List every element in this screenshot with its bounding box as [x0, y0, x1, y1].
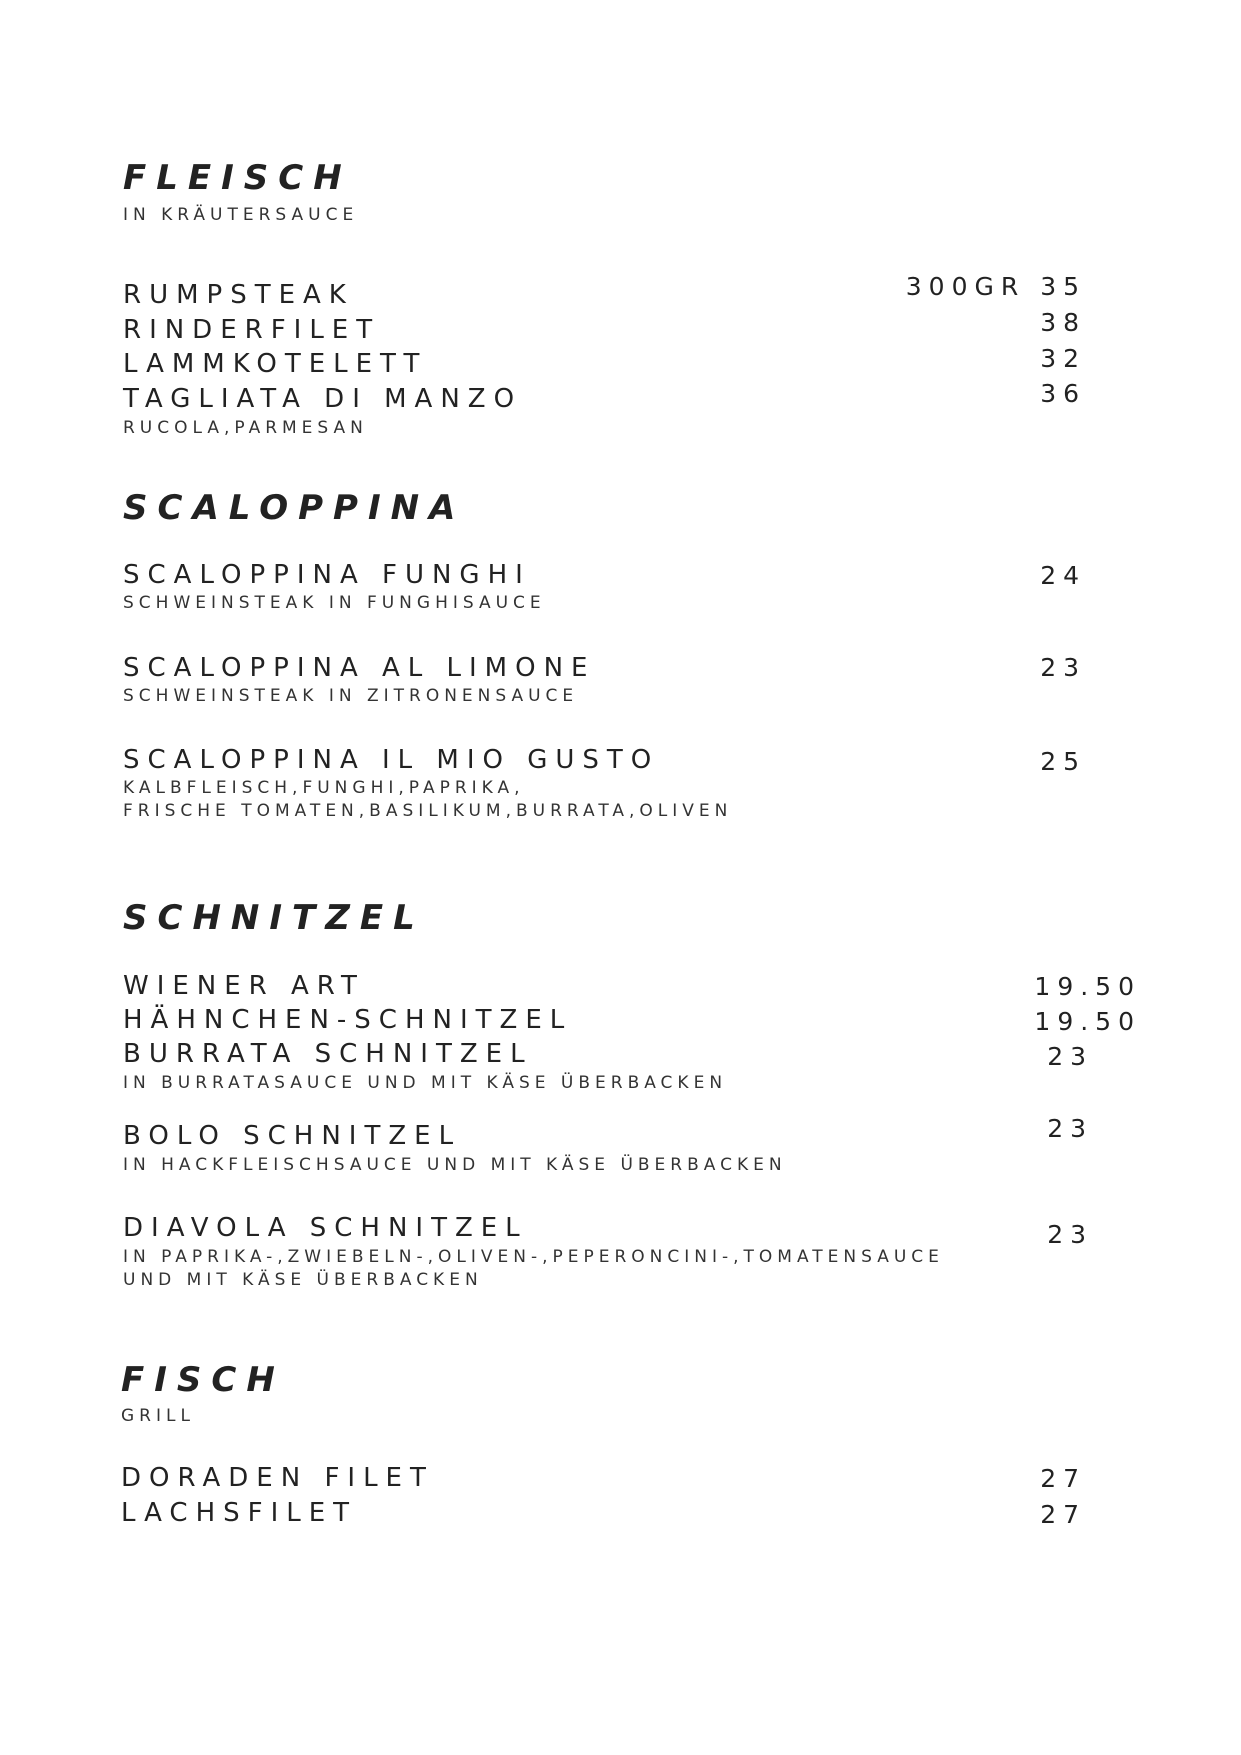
menu-item-description: SCHWEINSTEAK IN ZITRONENSAUCE — [123, 686, 579, 706]
menu-item-price: 25 — [1040, 747, 1086, 776]
section-subtitle-fleisch: IN KRÄUTERSAUCE — [123, 205, 359, 225]
menu-item-price: 36 — [1040, 379, 1086, 408]
menu-item-description-line2: FRISCHE TOMATEN,BASILIKUM,BURRATA,OLIVEN — [123, 801, 733, 821]
menu-item-price: 32 — [1040, 344, 1086, 373]
menu-item-name: SCALOPPINA AL LIMONE — [123, 653, 596, 683]
menu-item-price: 23 — [1047, 1114, 1093, 1143]
menu-item-name: TAGLIATA DI MANZO — [123, 384, 523, 414]
menu-item-name: LACHSFILET — [121, 1498, 358, 1528]
menu-item-name: WIENER ART — [123, 971, 365, 1001]
menu-item-name: HÄHNCHEN-SCHNITZEL — [123, 1005, 573, 1035]
menu-item-price: 23 — [1040, 653, 1086, 682]
menu-item-name: RUMPSTEAK — [123, 280, 354, 310]
menu-item-description-line2: UND MIT KÄSE ÜBERBACKEN — [123, 1270, 483, 1290]
menu-item-name: SCALOPPINA IL MIO GUSTO — [123, 745, 660, 775]
menu-item-description: SCHWEINSTEAK IN FUNGHISAUCE — [123, 593, 546, 613]
menu-item-name: BOLO SCHNITZEL — [123, 1121, 462, 1151]
menu-item-description: KALBFLEISCH,FUNGHI,PAPRIKA, — [123, 778, 525, 798]
menu-item-description: IN HACKFLEISCHSAUCE UND MIT KÄSE ÜBERBACKEN — [123, 1155, 787, 1175]
menu-item-description: IN PAPRIKA-,ZWIEBELN-,OLIVEN-,PEPERONCINI-,TOMATENSAUCE — [123, 1247, 944, 1267]
menu-item-price: 19.50 — [1034, 972, 1141, 1001]
menu-item-price: 23 — [1047, 1220, 1093, 1249]
menu-item-description: IN BURRATASAUCE UND MIT KÄSE ÜBERBACKEN — [123, 1073, 728, 1093]
menu-item-price: 23 — [1047, 1042, 1093, 1071]
menu-item-price: 300GR 35 — [905, 272, 1086, 301]
menu-item-name: SCALOPPINA FUNGHI — [123, 560, 531, 590]
menu-item-price: 38 — [1040, 308, 1086, 337]
section-subtitle-fisch: GRILL — [121, 1406, 195, 1426]
menu-item-price: 24 — [1040, 561, 1086, 590]
menu-item-price: 27 — [1040, 1500, 1086, 1529]
menu-item-price: 19.50 — [1034, 1007, 1141, 1036]
menu-item-description: RUCOLA,PARMESAN — [123, 418, 368, 438]
section-title-fisch: FISCH — [121, 1360, 285, 1400]
section-title-schnitzel: SCHNITZEL — [123, 898, 425, 938]
menu-item-price: 27 — [1040, 1464, 1086, 1493]
menu-item-name: LAMMKOTELETT — [123, 349, 428, 379]
section-title-fleisch: FLEISCH — [123, 158, 352, 198]
menu-item-name: DORADEN FILET — [121, 1463, 434, 1493]
menu-item-name: BURRATA SCHNITZEL — [123, 1039, 533, 1069]
menu-item-name: RINDERFILET — [123, 315, 381, 345]
menu-item-name: DIAVOLA SCHNITZEL — [123, 1213, 528, 1243]
section-title-scaloppina: SCALOPPINA — [123, 488, 466, 528]
